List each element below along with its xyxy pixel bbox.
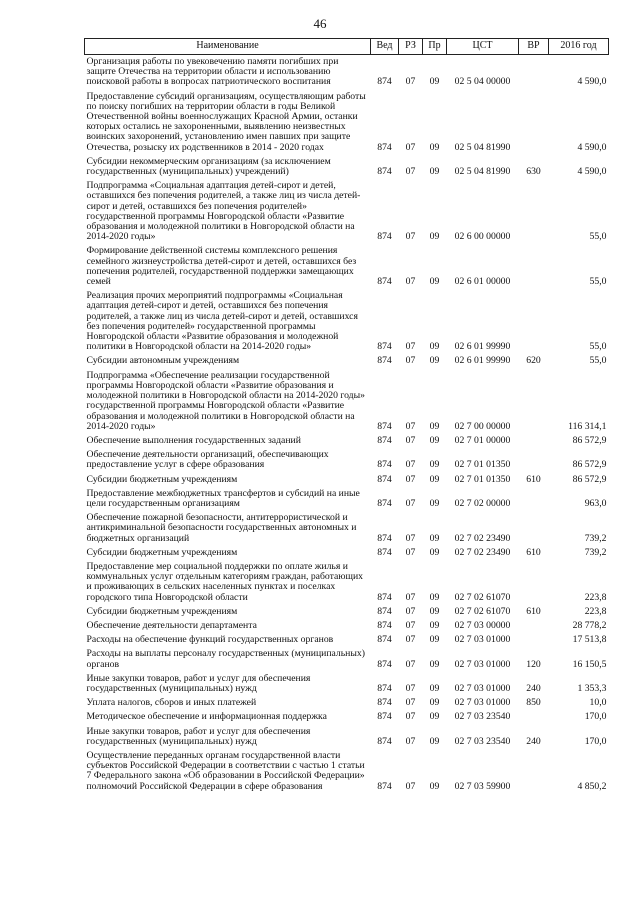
row-cst: 02 7 03 23540 [454,735,511,747]
row-amount: 55,0 [589,276,607,288]
row-vr: 850 [526,697,541,709]
row-cst: 02 6 01 00000 [454,276,511,288]
row-rz: 07 [405,619,416,631]
row-name: Реализация прочих мероприятий подпрограммы «Социальная адаптация детей-сирот и детей, оставшихся без попечения родителей, а также лиц из числа детей-сирот и детей, оставшихся без попечения родителей» государственной программы Новгородской области «Развитие образования и молодежной политики в Новгородской области на 2014-2020 годы» [86,290,358,353]
row-rz: 07 [405,459,416,471]
row-amount: 4 590,0 [577,76,607,88]
table-row [85,289,609,354]
row-cst: 02 7 01 00000 [454,434,511,446]
row-name: Обеспечение выполнения государственных заданий [86,434,301,446]
row-vr [519,619,549,633]
row-pr: 09 [429,532,440,544]
row-vr: 610 [526,473,541,485]
row-ved: 874 [377,546,392,558]
row-name: Обеспечение деятельности департамента [86,619,257,631]
row-rz: 07 [405,532,416,544]
row-vr [519,633,549,647]
row-amount: 1 353,3 [577,682,607,694]
row-pr: 09 [429,76,440,88]
table-row [85,448,609,472]
row-amount: 739,2 [584,532,607,544]
table-row [85,560,609,605]
row-vr: 610 [526,546,541,558]
row-rz: 07 [405,355,416,367]
row-cst: 02 7 03 01000 [454,634,511,646]
row-vr: 120 [526,658,541,670]
row-ved: 874 [377,420,392,432]
row-ved: 874 [377,634,392,646]
row-ved: 874 [377,697,392,709]
row-pr: 09 [429,711,440,723]
row-name: Иные закупки товаров, работ и услуг для обеспечения государственных (муниципальных) нужд [86,672,311,694]
table-row [85,546,609,560]
row-ved: 874 [377,166,392,178]
page-number: 46 [313,16,327,31]
row-rz: 07 [405,605,416,617]
row-cst: 02 7 02 61070 [454,591,511,603]
row-ved: 874 [377,141,392,153]
row-amount: 86 572,9 [572,434,607,446]
row-amount: 86 572,9 [572,473,607,485]
row-amount: 170,0 [584,735,607,747]
row-rz: 07 [405,434,416,446]
row-name: Формирование действенной системы комплексного решения семейного жизнеустройства детей-сирот и детей, оставшихся без попечения родителей, государственной поддержки замещающих семей [86,245,357,288]
row-ved: 874 [377,605,392,617]
row-rz: 07 [405,682,416,694]
row-cst: 02 7 02 23490 [454,532,511,544]
row-ved: 874 [377,473,392,485]
row-name: Субсидии бюджетным учреждениям [86,605,238,617]
row-cst: 02 7 02 61070 [454,605,511,617]
row-name: Расходы на выплаты персоналу государственных (муниципальных) органов [86,648,365,670]
row-name: Обеспечение деятельности организаций, обеспечивающих предоставление услуг в сфере образования [86,449,329,471]
row-ved: 874 [377,532,392,544]
row-cst: 02 7 03 01000 [454,658,511,670]
table-row [85,696,609,710]
row-pr: 09 [429,141,440,153]
row-vr [519,511,549,546]
row-pr: 09 [429,420,440,432]
table-row [85,487,609,511]
row-name: Подпрограмма «Социальная адаптация детей-сирот и детей, оставшихся без попечения родителей, а также лиц из числа детей-сирот и детей, оставшихся без попечения родителей» государственной программы Новгородской области «Развитие образования и молодежной политики в Новгородской области на 2014-2020 годы» [86,180,361,243]
row-rz: 07 [405,697,416,709]
row-rz: 07 [405,231,416,243]
row-rz: 07 [405,497,416,509]
row-ved: 874 [377,434,392,446]
table-body [85,55,609,794]
row-name: Подпрограмма «Обеспечение реализации государственной программы Новгородской области «Развитие образования и молодежной политики в Новгородской области на 2014-2020 годы» государственной программы Новгородской области «Развитие образования и молодежной политики в Новгородской области на 2014-2020 годы» [86,369,365,432]
row-ved: 874 [377,231,392,243]
row-vr [519,369,549,434]
row-amount: 739,2 [584,546,607,558]
row-amount: 963,0 [584,497,607,509]
table-row [85,179,609,244]
row-name: Субсидии бюджетным учреждениям [86,473,238,485]
table-row [85,672,609,696]
row-ved: 874 [377,619,392,631]
table-row [85,473,609,487]
row-pr: 09 [429,355,440,367]
header-ved: Вед [371,39,399,55]
row-rz: 07 [405,76,416,88]
row-cst: 02 7 03 01000 [454,682,511,694]
row-cst: 02 5 04 00000 [454,76,511,88]
header-pr: Пр [423,39,447,55]
row-cst: 02 7 01 01350 [454,459,511,471]
header-vr: ВР [519,39,549,55]
table-row [85,619,609,633]
row-vr [519,55,549,90]
header-cst: ЦСТ [447,39,519,55]
row-pr: 09 [429,546,440,558]
table-row [85,55,609,90]
row-amount: 55,0 [589,231,607,243]
table-row [85,244,609,289]
row-vr: 240 [526,682,541,694]
row-amount: 170,0 [584,711,607,723]
row-cst: 02 7 00 00000 [454,420,511,432]
row-name: Обеспечение пожарной безопасности, антитеррористической и антикриминальной безопасности государственных автономных и бюджетных организаций [86,512,357,544]
table-row [85,434,609,448]
row-vr [519,179,549,244]
row-vr [519,749,549,794]
row-rz: 07 [405,711,416,723]
row-rz: 07 [405,780,416,792]
row-amount: 4 850,2 [577,780,607,792]
row-name: Предоставление мер социальной поддержки по оплате жилья и коммунальных услуг отдельным категориям граждан, работающих и проживающих в сельских населенных пунктах и поселках городского типа Новгородской области [86,560,364,603]
row-rz: 07 [405,420,416,432]
row-cst: 02 5 04 81990 [454,141,511,153]
row-name: Субсидии некоммерческим организациям (за исключением государственных (муниципальных) учреждений) [86,155,331,178]
row-ved: 874 [377,658,392,670]
table-header [85,39,609,55]
row-rz: 07 [405,658,416,670]
row-ved: 874 [377,735,392,747]
row-vr: 240 [526,735,541,747]
row-vr [519,487,549,511]
row-vr: 630 [526,166,541,178]
table-row [85,633,609,647]
row-ved: 874 [377,780,392,792]
row-pr: 09 [429,658,440,670]
row-amount: 55,0 [589,355,607,367]
row-vr [519,434,549,448]
row-cst: 02 5 04 81990 [454,166,511,178]
row-cst: 02 7 02 00000 [454,497,511,509]
row-pr: 09 [429,434,440,446]
row-ved: 874 [377,591,392,603]
row-rz: 07 [405,166,416,178]
table-row [85,647,609,671]
row-name: Методическое обеспечение и информационная поддержка [86,711,327,723]
row-name: Предоставление межбюджетных трансфертов и субсидий на иные цели государственным организациям [86,487,360,509]
row-cst: 02 7 03 59900 [454,780,511,792]
table-row [85,90,609,155]
row-amount: 116 314,1 [568,420,607,432]
row-amount: 28 778,2 [572,619,607,631]
row-pr: 09 [429,697,440,709]
row-name: Предоставление субсидий организациям, осуществляющим работы по поиску погибших на территории области в годы Великой Отечественной войны военнослужащих Красной Армии, останки которых остались не захороненными, выявлению неизвестных воинских захоронений, установлению имен павших при защите Отечества, розыску их родственников в 2014 - 2020 годах [86,90,366,153]
row-pr: 09 [429,459,440,471]
header-name: Наименование [85,39,371,55]
row-pr: 09 [429,166,440,178]
row-pr: 09 [429,619,440,631]
row-name: Уплата налогов, сборов и иных платежей [86,697,257,709]
row-amount: 223,8 [584,605,607,617]
row-vr [519,710,549,724]
row-amount: 55,0 [589,341,607,353]
header-rz: РЗ [399,39,423,55]
row-rz: 07 [405,634,416,646]
row-ved: 874 [377,355,392,367]
row-pr: 09 [429,341,440,353]
table-row [85,710,609,724]
row-ved: 874 [377,459,392,471]
row-cst: 02 6 01 99990 [454,355,511,367]
row-vr [519,244,549,289]
row-vr: 610 [526,605,541,617]
row-vr: 620 [526,355,541,367]
row-rz: 07 [405,591,416,603]
row-name: Организация работы по увековечению памяти погибших при защите Отечества на территории области и использованию поисковой работы в вопросах патриотического воспитания [86,56,339,88]
row-cst: 02 7 03 01000 [454,697,511,709]
row-pr: 09 [429,276,440,288]
table-row [85,605,609,619]
row-vr [519,289,549,354]
row-ved: 874 [377,711,392,723]
table-row [85,354,609,368]
row-amount: 16 150,5 [572,658,607,670]
table-row [85,155,609,179]
table-row [85,749,609,794]
row-rz: 07 [405,141,416,153]
row-pr: 09 [429,473,440,485]
row-pr: 09 [429,682,440,694]
row-amount: 223,8 [584,591,607,603]
row-amount: 17 513,8 [572,634,607,646]
row-vr [519,560,549,605]
row-amount: 4 590,0 [577,141,607,153]
row-amount: 4 590,0 [577,166,607,178]
row-cst: 02 7 03 00000 [454,619,511,631]
table-row [85,511,609,546]
row-ved: 874 [377,682,392,694]
row-name: Субсидии бюджетным учреждениям [86,546,238,558]
row-amount: 10,0 [589,697,607,709]
row-name: Иные закупки товаров, работ и услуг для обеспечения государственных (муниципальных) нужд [86,725,311,747]
row-cst: 02 7 02 23490 [454,546,511,558]
table-row [85,725,609,749]
row-pr: 09 [429,605,440,617]
row-cst: 02 6 01 99990 [454,341,511,353]
row-name: Субсидии автономным учреждениям [86,355,240,367]
table-row [85,369,609,434]
row-rz: 07 [405,546,416,558]
row-amount: 86 572,9 [572,459,607,471]
row-rz: 07 [405,276,416,288]
row-pr: 09 [429,780,440,792]
row-rz: 07 [405,473,416,485]
row-cst: 02 6 00 00000 [454,231,511,243]
row-pr: 09 [429,591,440,603]
row-rz: 07 [405,341,416,353]
row-cst: 02 7 01 01350 [454,473,511,485]
row-ved: 874 [377,276,392,288]
row-pr: 09 [429,634,440,646]
row-ved: 874 [377,497,392,509]
row-name: Осуществление переданных органам государственной власти субъектов Российской Федерации в соответствии с частью 1 статьи 7 Федерального закона «Об образовании в Российской Федерации» полномочий Российской Федерации в сфере образования [86,749,365,792]
row-ved: 874 [377,76,392,88]
row-pr: 09 [429,735,440,747]
row-name: Расходы на обеспечение функций государственных органов [86,634,334,646]
row-pr: 09 [429,231,440,243]
row-ved: 874 [377,341,392,353]
header-year: 2016 год [549,39,609,55]
row-pr: 09 [429,497,440,509]
row-vr [519,448,549,472]
row-cst: 02 7 03 23540 [454,711,511,723]
row-rz: 07 [405,735,416,747]
row-vr [519,90,549,155]
budget-table [84,38,609,794]
